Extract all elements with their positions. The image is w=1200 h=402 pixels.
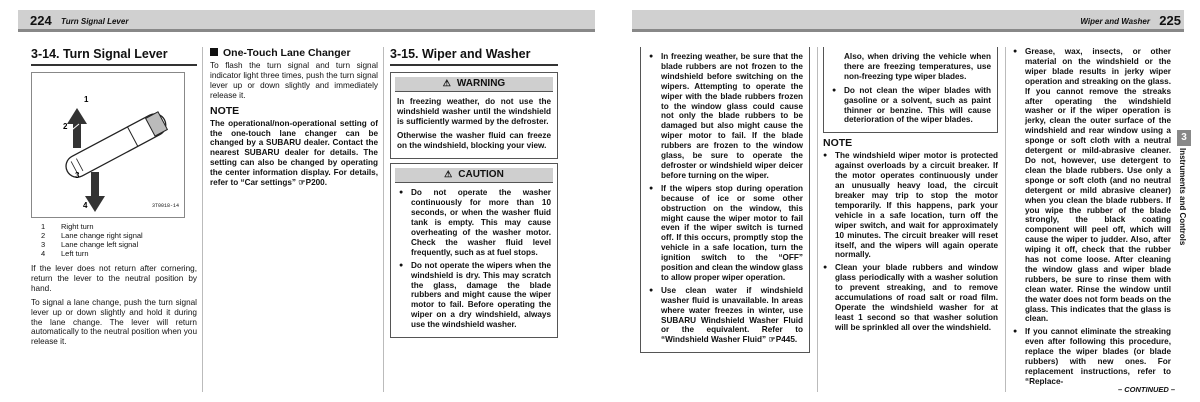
caution-item: ● In freezing weather, be sure that the blade rubbers are not frozen to the windshield before switching on the wipers. Attempting to operate the wiper with the blade rubbers frozen to the window glass could cause not only the blade rubbers to be damaged but also might cause the wiper motor to fail. If the blade rubbers are frozen to the window glass, be sure to operate the defroster or windshield wiper deicer before turning on the wiper. xyxy=(649,52,803,181)
column-rule xyxy=(817,47,818,392)
continued-marker: – CONTINUED – xyxy=(1118,385,1176,394)
caution-box xyxy=(390,163,558,338)
turn-signal-column xyxy=(31,47,197,351)
right-header-title: Wiper and Washer xyxy=(1080,17,1150,26)
warning-header: ⚠ WARNING xyxy=(395,77,553,92)
legend-item: 1 Right turn xyxy=(41,222,94,231)
caution-box-continued-2 xyxy=(823,47,998,133)
figure-label-3: 3 xyxy=(75,171,80,180)
column-rule xyxy=(202,47,203,392)
warning-triangle-icon: ⚠ xyxy=(442,78,451,88)
left-header-title: Turn Signal Lever xyxy=(61,17,129,26)
caution-item: ● If the wipers stop during operation because of ice or some other obstruction on the window, this might cause the wiper motor to fail even if the wiper switch is turned off. If this occurs, promptly stop the vehicle in a safe location, turn the ignition switch to the “OFF” position and clean the window glass to allow proper wiper operation. xyxy=(649,184,803,283)
note-item: ● Clean your blade rubbers and window glass periodically with a washer solution to prevent streaking, and to remove accumulations of road salt or road film. Operate the windshield washer for at least 1 second so that washer solution will be sprinkled all over the windshield. xyxy=(823,263,998,332)
note-item: ● Grease, wax, insects, or other material on the windshield or the wiper blade results in jerky wiper operation and streaking on the glass. If you cannot remove the streaks after operating the windshield washer or if the wiper operation is jerky, clean the outer surface of the windshield and rear window using a sponge or soft cloth with a neutral detergent or mild-abrasive cleaner. Do not, however, use detergent to clean the blade rubbers. Use only a sponge or soft cloth (and no neutral detergent or mild abrasive cleaner) when you clean the blade rubbers. If you wipe the rubber of the blade strongly, the black coating component will peel off, which will cause the wiper to judder. Also, after wiping it off, check that the rubber has not come loose. After cleaning the window glass and wiper blade rubbers, be sure to rinse them with clean water. Rinse the window until the water does not form beads on the glass. This indicates that the glass is clean. xyxy=(1013,47,1171,324)
caution-body-continued xyxy=(641,47,809,352)
warning-text: In freezing weather, do not use the windshield washer until the windshield is sufficiently warmed by the defroster. xyxy=(397,96,551,126)
caution-text: Also, when driving the vehicle when there are freezing temperatures, use non-freezing type wiper blades. xyxy=(844,52,991,81)
lane-change-paragraph: To signal a lane change, push the turn signal lever up or down slightly and hold it during the lane change. The lever will return automatically to the neutral position when you release it. xyxy=(31,297,197,347)
caution-triangle-icon: ⚠ xyxy=(444,169,453,180)
figure-id: 3T0018-14 xyxy=(151,203,179,210)
caution-item: ● Do not operate the washer continuously for more than 10 seconds, or when the washer fluid tank is empty. This may cause overheating of the washer motor. Check the washer fluid level frequently, such as at fuel stops. xyxy=(399,188,551,257)
one-touch-note: The operational/non-operational setting of the one-touch lane changer can be changed by a SUBARU dealer. Contact the nearest SUBARU dealer for details. The setting can also be changed by operating the center information display. For details, refer to “Car settings” ☞P200. xyxy=(210,118,378,188)
lever-return-paragraph: If the lever does not return after cornering, return the lever to the neutral position by hand. xyxy=(31,264,197,293)
section-title-turn-signal: 3-14. Turn Signal Lever xyxy=(31,47,197,66)
warning-text: Otherwise the washer fluid can freeze on the windshield, blocking your view. xyxy=(397,130,551,150)
turn-signal-figure xyxy=(31,72,185,218)
turn-signal-lever-illustration xyxy=(31,72,185,218)
caution-continuation-text xyxy=(824,47,997,132)
caution-item: ● Do not clean the wiper blades with gasoline or a solvent, such as paint thinner or benzine. This will cause deterioration of the wiper blades. xyxy=(832,86,991,126)
figure-label-1: 1 xyxy=(84,95,89,104)
note-item: ● The windshield wiper motor is protected against overloads by a circuit breaker. If the motor operates continuously under an unusually heavy load, the circuit breaker may trip to stop the motor temporarily. If this happens, park your vehicle in a safe location, turn off the wiper switch, and wait for approximately 10 minutes. The circuit breaker will reset itself, and the wipers will again operate normally. xyxy=(823,151,998,260)
chapter-tab: 3 xyxy=(1177,130,1191,146)
note-item: ● If you cannot eliminate the streaking even after following this procedure, replace the wiper blades (or blade rubbers) with new ones. For replacement instructions, refer to “Replace- xyxy=(1013,327,1171,386)
caution-body xyxy=(391,183,557,337)
legend-item: 2 Lane change right signal xyxy=(41,231,143,240)
figure-label-4: 4 xyxy=(83,201,88,210)
one-touch-lane-changer-title: One-Touch Lane Changer xyxy=(210,47,378,59)
legend-item: 4 Left turn xyxy=(41,249,89,258)
left-page-header xyxy=(18,10,595,32)
one-touch-column xyxy=(210,47,378,192)
caution-header: ⚠ CAUTION xyxy=(395,168,553,183)
section-title-wiper-washer: 3-15. Wiper and Washer xyxy=(390,47,558,66)
note-column xyxy=(823,47,998,336)
note-heading: NOTE xyxy=(823,137,853,150)
cleaning-column xyxy=(1013,47,1171,390)
caution-continued-column xyxy=(640,47,810,357)
left-page-number: 224 xyxy=(30,13,52,28)
one-touch-paragraph: To flash the turn signal and turn signal indicator light three times, push the turn signal lever up or down slightly and immediately release it. xyxy=(210,61,378,100)
column-rule xyxy=(383,47,384,392)
warning-body xyxy=(391,92,557,159)
right-page-number: 225 xyxy=(1159,13,1181,28)
wiper-washer-column xyxy=(390,47,558,342)
caution-item: ● Do not operate the wipers when the windshield is dry. This may scratch the glass, damage the blade rubbers and might cause the wiper motor to fail. Before operating the wiper on a dry windshield, always use the windshield washer. xyxy=(399,261,551,330)
chapter-tab-label: Instruments and Controls xyxy=(1178,148,1187,246)
square-bullet-icon xyxy=(210,48,218,56)
figure-label-2: 2 xyxy=(63,122,68,131)
warning-box xyxy=(390,72,558,159)
caution-item: ● Use clean water if windshield washer fluid is unavailable. In areas where water freezes in winter, use SUBARU Windshield Washer Fluid or the equivalent. Refer to “Windshield Washer Fluid” ☞P445. xyxy=(649,286,803,345)
note-heading: NOTE xyxy=(210,104,240,117)
caution-box-continued xyxy=(640,47,810,353)
right-page-header xyxy=(632,10,1184,32)
legend-item: 3 Lane change left signal xyxy=(41,240,139,249)
figure-legend xyxy=(41,222,197,258)
column-rule xyxy=(1005,47,1006,392)
